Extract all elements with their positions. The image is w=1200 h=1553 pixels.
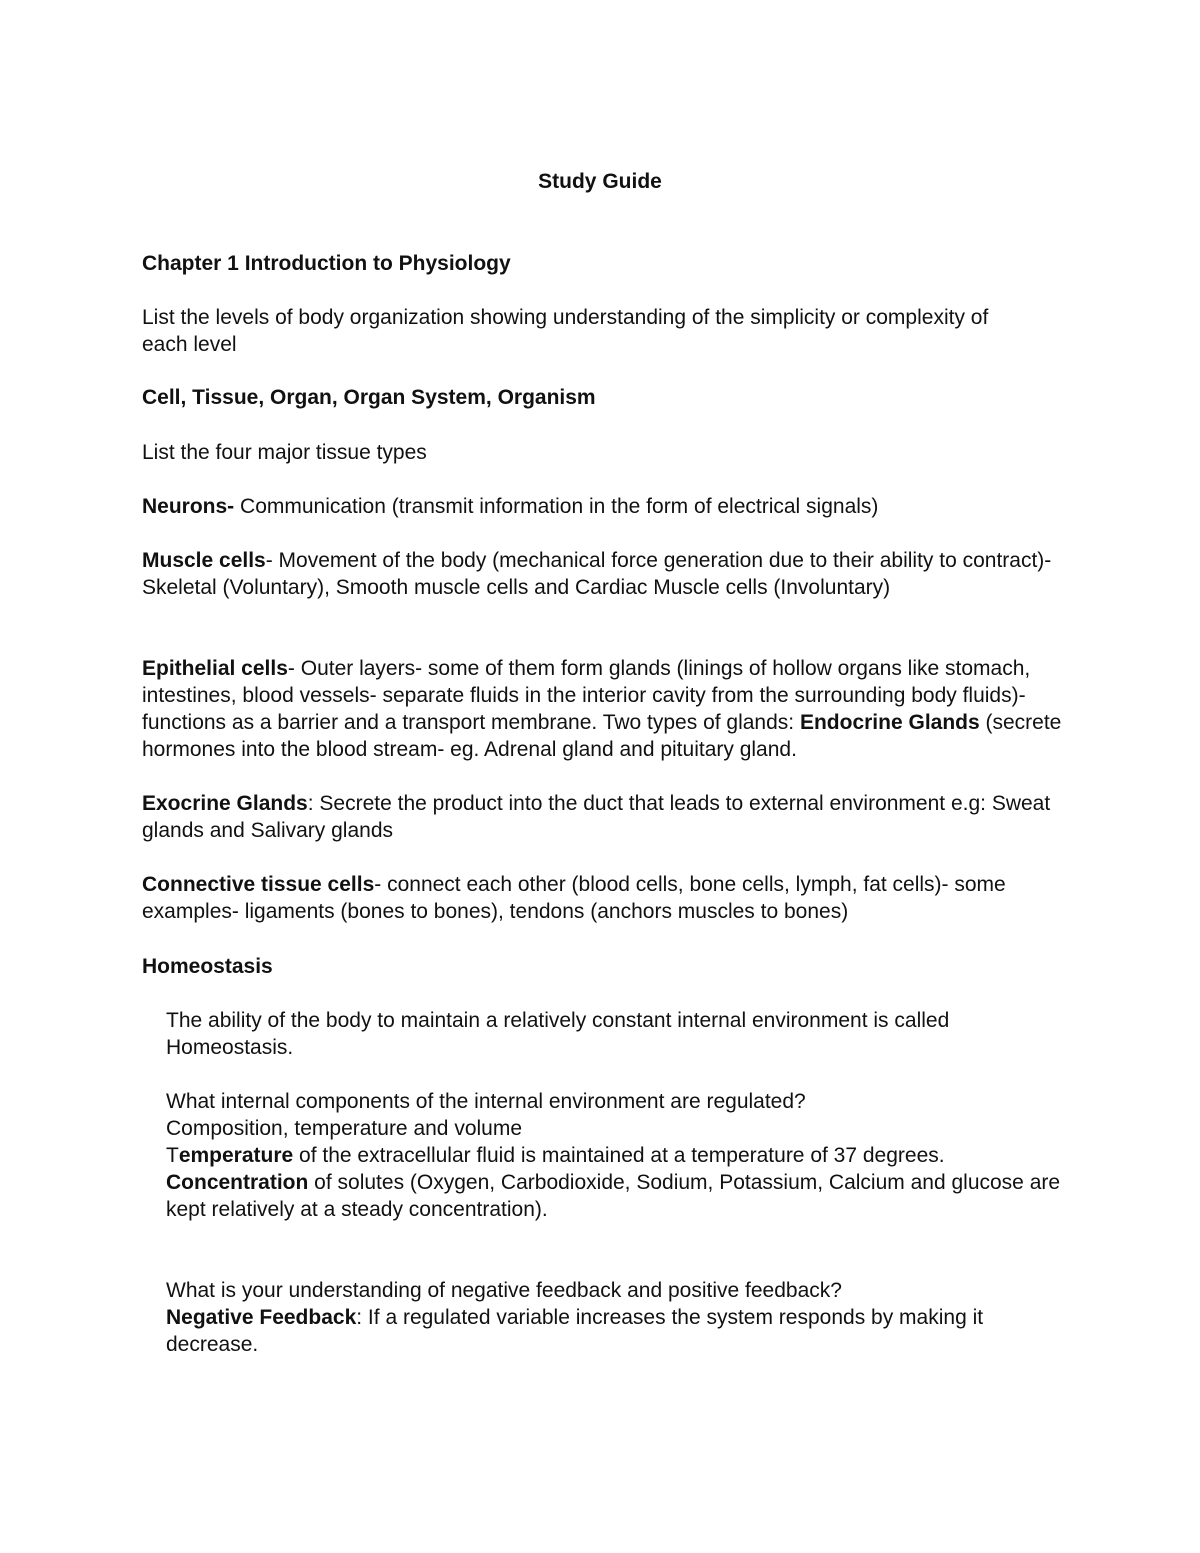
text-connective: - connect each other (blood cells, bone cells, lymph, fat cells)- some examples- ligaments (bones to bones), tendons (anchors muscles to bones) — [142, 873, 1006, 923]
term-negative-feedback: Negative Feedback — [166, 1306, 357, 1329]
term-muscle: Muscle cells — [142, 549, 266, 572]
internal-components-answer: Composition, temperature and volume — [166, 1117, 523, 1140]
paragraph-muscle — [142, 547, 1062, 601]
paragraph-connective — [142, 871, 1062, 925]
chapter-heading: Chapter 1 Introduction to Physiology — [142, 252, 511, 275]
question-internal-components: What internal components of the internal environment are regulated? — [166, 1090, 806, 1113]
text-concentration: of solutes (Oxygen, Carbodioxide, Sodium, Potassium, Calcium and glucose are kept relatively at a steady concentration). — [166, 1171, 1061, 1221]
text-exocrine: : Secrete the product into the duct that leads to external environment e.g: Sweat glands and Salivary glands — [142, 792, 1051, 842]
paragraph-epithelial — [142, 655, 1062, 763]
paragraph-temperature — [166, 1142, 1062, 1169]
levels-answer: Cell, Tissue, Organ, Organ System, Organism — [142, 386, 596, 409]
term-endocrine: Endocrine Glands — [799, 711, 980, 734]
paragraph-neurons — [142, 493, 1062, 520]
paragraph-negative-feedback — [166, 1304, 1006, 1358]
term-concentration: Concentration — [166, 1171, 309, 1194]
text-negative-feedback: : If a regulated variable increases the system responds by making it decrease. — [166, 1306, 984, 1356]
question-levels: List the levels of body organization showing understanding of the simplicity or complexity of each level — [142, 306, 989, 356]
term-epithelial: Epithelial cells — [142, 657, 288, 680]
text-endocrine: (secrete hormones into the blood stream- eg. Adrenal gland and pituitary gland. — [142, 711, 1062, 761]
term-temperature: emperature — [178, 1144, 294, 1167]
text-epithelial: - Outer layers- some of them form glands (linings of hollow organs like stomach, intestines, blood vessels- separate fluids in the interior cavity from the surrounding body fluids)- functions as a barrier and a transport membrane. Two types of glands: — [142, 657, 1031, 734]
question-feedback: What is your understanding of negative feedback and positive feedback? — [166, 1279, 842, 1302]
homeostasis-heading: Homeostasis — [142, 955, 273, 978]
term-connective: Connective tissue cells — [142, 873, 375, 896]
term-exocrine: Exocrine Glands — [142, 792, 308, 815]
text-muscle: - Movement of the body (mechanical force generation due to their ability to contract)- Skeletal (Voluntary), Smooth muscle cells and Cardiac Muscle cells (Involuntary) — [142, 549, 1052, 599]
paragraph-exocrine — [142, 790, 1062, 844]
paragraph-concentration — [166, 1169, 1062, 1223]
text-temperature-first: T — [166, 1144, 179, 1167]
question-tissue-types: List the four major tissue types — [142, 441, 427, 464]
homeostasis-definition: The ability of the body to maintain a relatively constant internal environment is called Homeostasis. — [166, 1009, 950, 1059]
text-neurons: Communication (transmit information in the form of electrical signals) — [234, 495, 879, 518]
page-title: Study Guide — [538, 170, 662, 193]
term-neurons: Neurons- — [142, 495, 235, 518]
text-temperature: of the extracellular fluid is maintained at a temperature of 37 degrees. — [293, 1144, 945, 1167]
